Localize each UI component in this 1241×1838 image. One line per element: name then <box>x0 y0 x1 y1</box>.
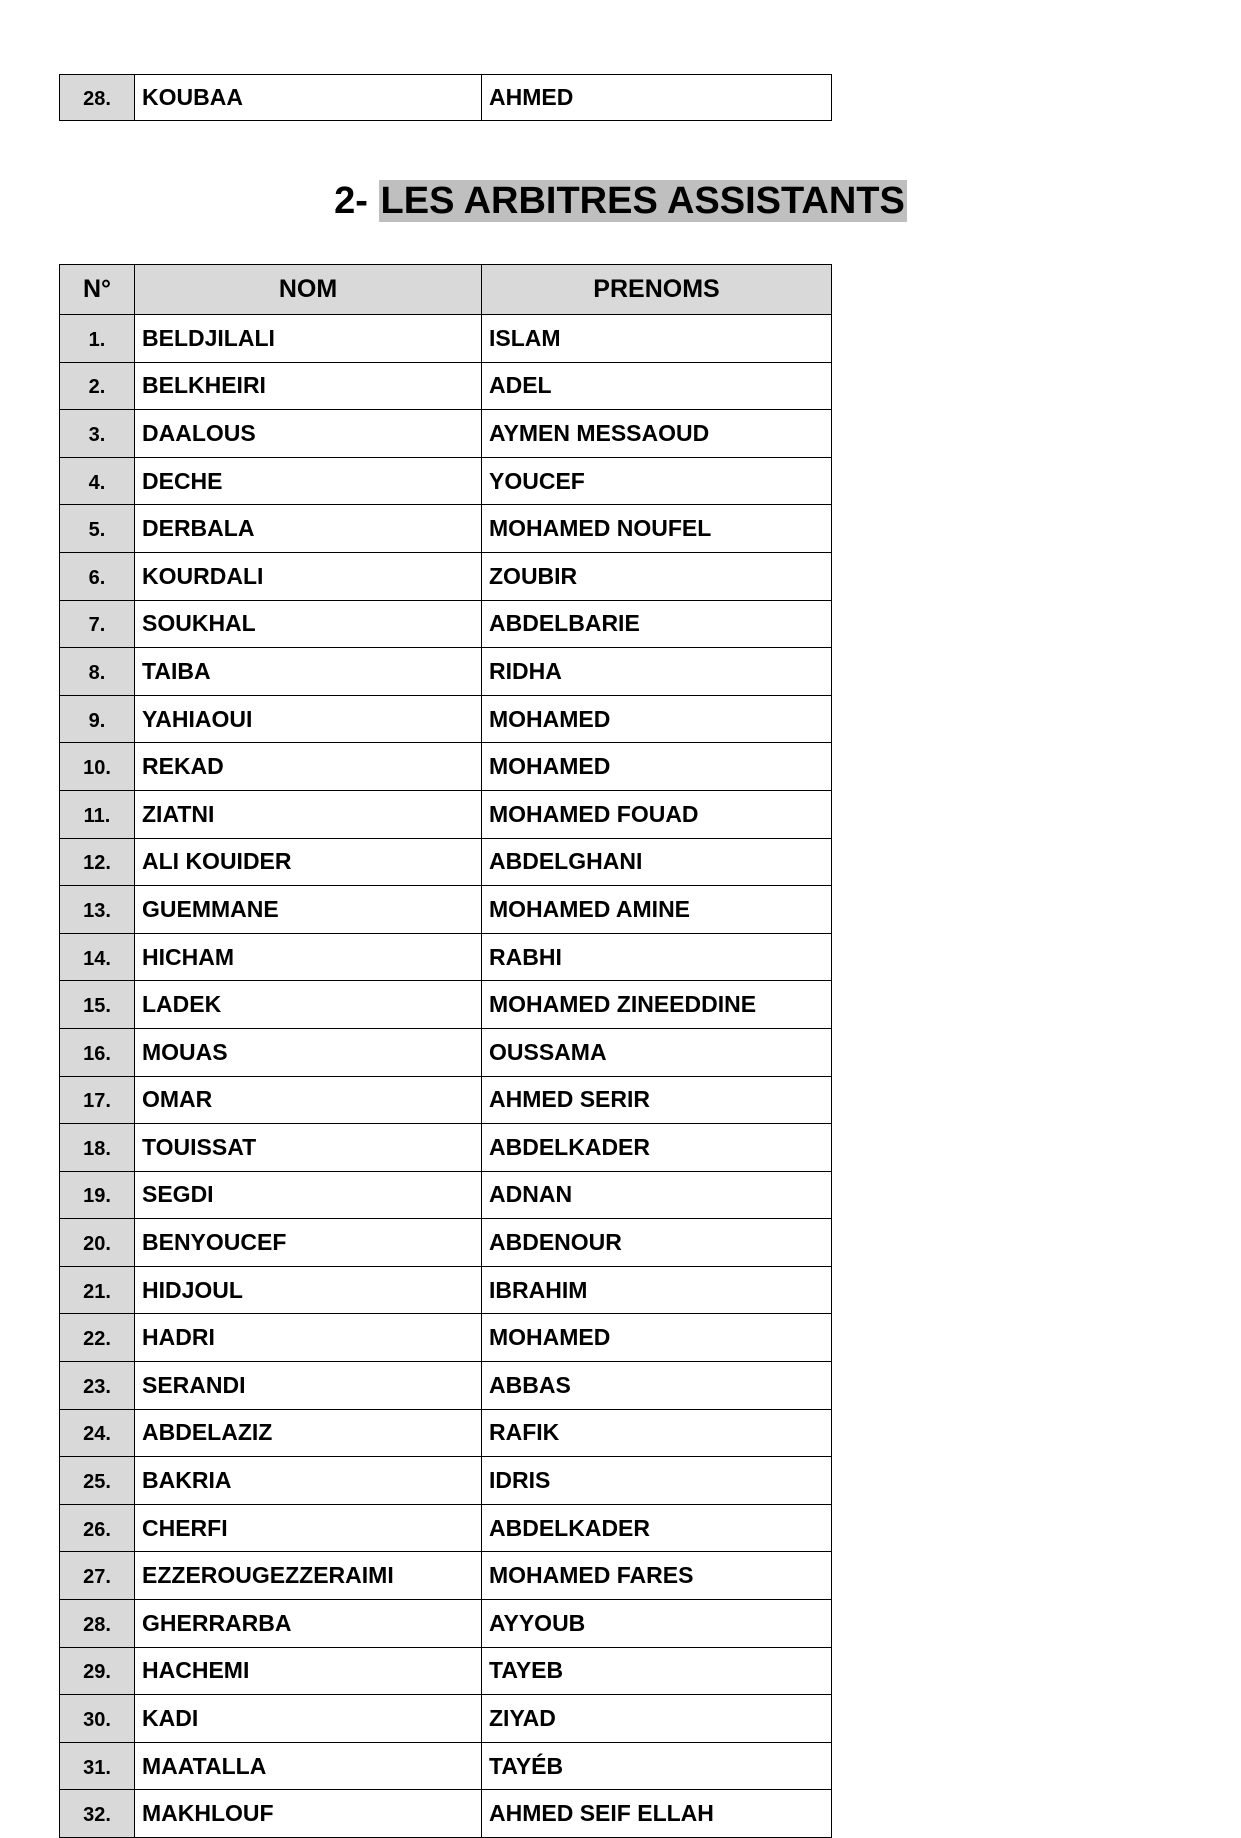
row-prenom: MOHAMED FARES <box>482 1552 832 1600</box>
row-nom: MAATALLA <box>135 1742 482 1790</box>
table-row <box>60 600 832 648</box>
table-row <box>60 933 832 981</box>
row-number: 21. <box>60 1266 135 1314</box>
row-prenom: AHMED <box>482 75 832 121</box>
table-row <box>60 886 832 934</box>
row-nom: OMAR <box>135 1076 482 1124</box>
row-number: 8. <box>60 648 135 696</box>
table-row <box>60 1742 832 1790</box>
row-nom: BAKRIA <box>135 1457 482 1505</box>
row-number: 28. <box>60 1600 135 1648</box>
row-nom: ABDELAZIZ <box>135 1409 482 1457</box>
row-nom: CHERFI <box>135 1504 482 1552</box>
table-header-row <box>60 265 832 315</box>
row-nom: SERANDI <box>135 1362 482 1410</box>
row-nom: ALI KOUIDER <box>135 838 482 886</box>
row-nom: KOUBAA <box>135 75 482 121</box>
row-prenom: MOHAMED <box>482 743 832 791</box>
row-number: 17. <box>60 1076 135 1124</box>
row-number: 7. <box>60 600 135 648</box>
row-nom: GUEMMANE <box>135 886 482 934</box>
row-prenom: ABDELBARIE <box>482 600 832 648</box>
row-nom: HACHEMI <box>135 1647 482 1695</box>
row-prenom: ABDELKADER <box>482 1504 832 1552</box>
row-prenom: ABBAS <box>482 1362 832 1410</box>
header-num: N° <box>60 265 135 315</box>
section-prefix: 2- <box>334 180 379 222</box>
row-prenom: MOHAMED ZINEEDDINE <box>482 981 832 1029</box>
table-row <box>60 1362 832 1410</box>
row-nom: DECHE <box>135 457 482 505</box>
table-row <box>60 457 832 505</box>
row-number: 25. <box>60 1457 135 1505</box>
table-row <box>60 695 832 743</box>
table-row <box>60 552 832 600</box>
row-prenom: RIDHA <box>482 648 832 696</box>
row-nom: SEGDI <box>135 1171 482 1219</box>
row-nom: REKAD <box>135 743 482 791</box>
row-number: 20. <box>60 1219 135 1267</box>
header-prenom: PRENOMS <box>482 265 832 315</box>
row-number: 4. <box>60 457 135 505</box>
row-prenom: ABDENOUR <box>482 1219 832 1267</box>
row-nom: MAKHLOUF <box>135 1790 482 1838</box>
section-title <box>0 180 1241 223</box>
row-nom: HIDJOUL <box>135 1266 482 1314</box>
row-prenom: RAFIK <box>482 1409 832 1457</box>
row-prenom: RABHI <box>482 933 832 981</box>
row-nom: TOUISSAT <box>135 1124 482 1172</box>
row-nom: BENYOUCEF <box>135 1219 482 1267</box>
row-prenom: ZOUBIR <box>482 552 832 600</box>
table-row <box>60 838 832 886</box>
row-prenom: YOUCEF <box>482 457 832 505</box>
row-prenom: AYYOUB <box>482 1600 832 1648</box>
row-number: 6. <box>60 552 135 600</box>
row-nom: MOUAS <box>135 1028 482 1076</box>
row-prenom: MOHAMED <box>482 695 832 743</box>
table-row <box>60 743 832 791</box>
table-row <box>60 1457 832 1505</box>
row-number: 3. <box>60 410 135 458</box>
row-number: 12. <box>60 838 135 886</box>
row-number: 2. <box>60 362 135 410</box>
table-row <box>60 1266 832 1314</box>
row-number: 32. <box>60 1790 135 1838</box>
row-nom: DERBALA <box>135 505 482 553</box>
row-number: 31. <box>60 1742 135 1790</box>
table-row <box>60 648 832 696</box>
row-number: 9. <box>60 695 135 743</box>
row-number: 26. <box>60 1504 135 1552</box>
row-prenom: IDRIS <box>482 1457 832 1505</box>
row-nom: ZIATNI <box>135 790 482 838</box>
table-row <box>60 981 832 1029</box>
row-prenom: AHMED SERIR <box>482 1076 832 1124</box>
row-prenom: OUSSAMA <box>482 1028 832 1076</box>
row-number: 24. <box>60 1409 135 1457</box>
table-row <box>60 75 832 121</box>
row-number: 18. <box>60 1124 135 1172</box>
row-prenom: ADEL <box>482 362 832 410</box>
row-prenom: ISLAM <box>482 315 832 363</box>
table-row <box>60 1124 832 1172</box>
row-nom: GHERRARBA <box>135 1600 482 1648</box>
previous-list-table <box>59 74 832 121</box>
row-number: 30. <box>60 1695 135 1743</box>
row-number: 16. <box>60 1028 135 1076</box>
table-row <box>60 1219 832 1267</box>
table-row <box>60 362 832 410</box>
table-row <box>60 1171 832 1219</box>
row-prenom: ZIYAD <box>482 1695 832 1743</box>
table-row <box>60 1504 832 1552</box>
row-prenom: MOHAMED AMINE <box>482 886 832 934</box>
row-prenom: TAYEB <box>482 1647 832 1695</box>
row-nom: BELKHEIRI <box>135 362 482 410</box>
row-number: 10. <box>60 743 135 791</box>
row-nom: YAHIAOUI <box>135 695 482 743</box>
table-row <box>60 315 832 363</box>
section-title-highlight: LES ARBITRES ASSISTANTS <box>380 180 905 222</box>
row-number: 23. <box>60 1362 135 1410</box>
row-nom: HADRI <box>135 1314 482 1362</box>
row-number: 19. <box>60 1171 135 1219</box>
table-row <box>60 1409 832 1457</box>
row-prenom: AHMED SEIF ELLAH <box>482 1790 832 1838</box>
row-prenom: ADNAN <box>482 1171 832 1219</box>
table-row <box>60 1600 832 1648</box>
row-number: 22. <box>60 1314 135 1362</box>
row-nom: TAIBA <box>135 648 482 696</box>
table-row <box>60 1695 832 1743</box>
table-row <box>60 1076 832 1124</box>
table-row <box>60 1790 832 1838</box>
row-number: 1. <box>60 315 135 363</box>
table-row <box>60 790 832 838</box>
row-nom: LADEK <box>135 981 482 1029</box>
table-row <box>60 1647 832 1695</box>
row-nom: DAALOUS <box>135 410 482 458</box>
row-nom: KOURDALI <box>135 552 482 600</box>
row-number: 11. <box>60 790 135 838</box>
table-row <box>60 1552 832 1600</box>
row-number: 27. <box>60 1552 135 1600</box>
row-number: 15. <box>60 981 135 1029</box>
row-prenom: ABDELGHANI <box>482 838 832 886</box>
row-number: 5. <box>60 505 135 553</box>
table-row <box>60 1314 832 1362</box>
row-prenom: MOHAMED FOUAD <box>482 790 832 838</box>
row-prenom: IBRAHIM <box>482 1266 832 1314</box>
row-number: 28. <box>60 75 135 121</box>
table-row <box>60 1028 832 1076</box>
row-nom: SOUKHAL <box>135 600 482 648</box>
table-row <box>60 505 832 553</box>
row-nom: HICHAM <box>135 933 482 981</box>
assistant-referees-table <box>59 264 832 1838</box>
row-number: 29. <box>60 1647 135 1695</box>
row-prenom: ABDELKADER <box>482 1124 832 1172</box>
row-nom: KADI <box>135 1695 482 1743</box>
header-nom: NOM <box>135 265 482 315</box>
row-prenom: MOHAMED NOUFEL <box>482 505 832 553</box>
row-number: 13. <box>60 886 135 934</box>
row-prenom: TAYÉB <box>482 1742 832 1790</box>
table-row <box>60 410 832 458</box>
row-nom: BELDJILALI <box>135 315 482 363</box>
row-prenom: AYMEN MESSAOUD <box>482 410 832 458</box>
row-number: 14. <box>60 933 135 981</box>
row-prenom: MOHAMED <box>482 1314 832 1362</box>
row-nom: EZZEROUGEZZERAIMI <box>135 1552 482 1600</box>
